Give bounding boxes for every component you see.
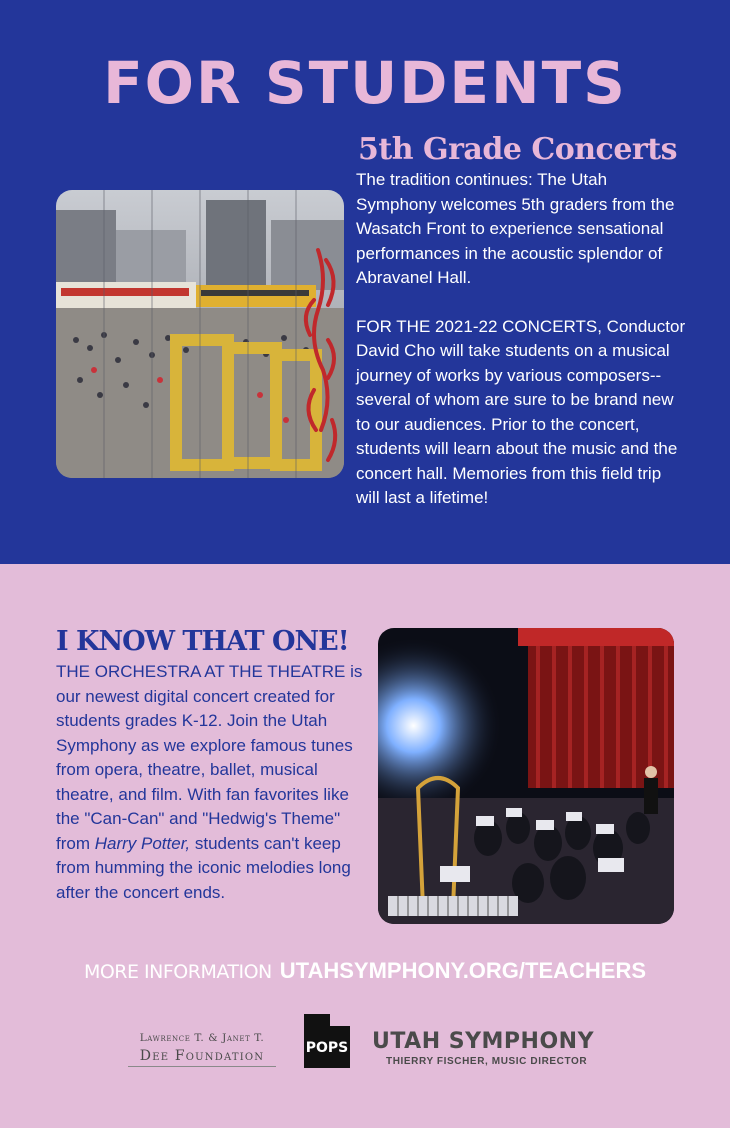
dee-foundation-logo	[128, 1030, 276, 1067]
section-body-orchestra	[56, 660, 374, 905]
body-text-part2: students can't keep from humming the iconic melodies long after the concert ends.	[56, 833, 351, 902]
page-title: FOR STUDENTS	[103, 49, 627, 117]
concert-hall-photo	[56, 190, 344, 478]
paragraph-2021-22: FOR THE 2021-22 CONCERTS, Conductor David Cho will take students on a musical journey of works by various composers-- several of whom are sure to be brand new to our audiences. Prior to the concert, students will learn about the music and the concert hall. Memories from this field trip will last a lifetime!	[356, 316, 686, 507]
section-body-5th-grade	[356, 168, 686, 535]
orchestra-photo	[378, 628, 674, 924]
utah-symphony-name: UTAH SYMPHONY	[372, 1029, 595, 1054]
paragraph-tradition: The tradition continues: The Utah Symphony welcomes 5th graders from the Wasatch Front to experience sensational performances in the acoustic splendor of Abravanel Hall.	[356, 170, 675, 287]
pops-logo-text: POPS	[305, 1040, 349, 1056]
dee-logo-line2: Dee Foundation	[128, 1046, 276, 1067]
utah-symphony-logo	[372, 1028, 594, 1068]
body-text-part1: THE ORCHESTRA AT THE THEATRE is our newest digital concert created for students grades K-12. Join the Utah Symphony as we explore famous tunes from opera, theatre, ballet, musical theatre, and film. With fan favorites like the "Can-Can" and "Hedwig's Theme" from	[56, 662, 363, 853]
teachers-link[interactable]: UTAHSYMPHONY.ORG/TEACHERS	[279, 958, 647, 983]
section-heading-5th-grade: 5th Grade Concerts	[358, 132, 677, 167]
utah-symphony-subtitle: THIERRY FISCHER, MUSIC DIRECTOR	[386, 1056, 588, 1067]
more-info-label: MORE INFORMATION	[83, 961, 272, 983]
dee-logo-line1: Lawrence T. & Janet T.	[139, 1032, 265, 1044]
section-heading-i-know-that-one: I KNOW THAT ONE!	[56, 626, 349, 657]
more-information-line	[0, 956, 730, 987]
pops-logo	[302, 1012, 352, 1070]
body-text-italic-title: Harry Potter,	[94, 833, 191, 853]
